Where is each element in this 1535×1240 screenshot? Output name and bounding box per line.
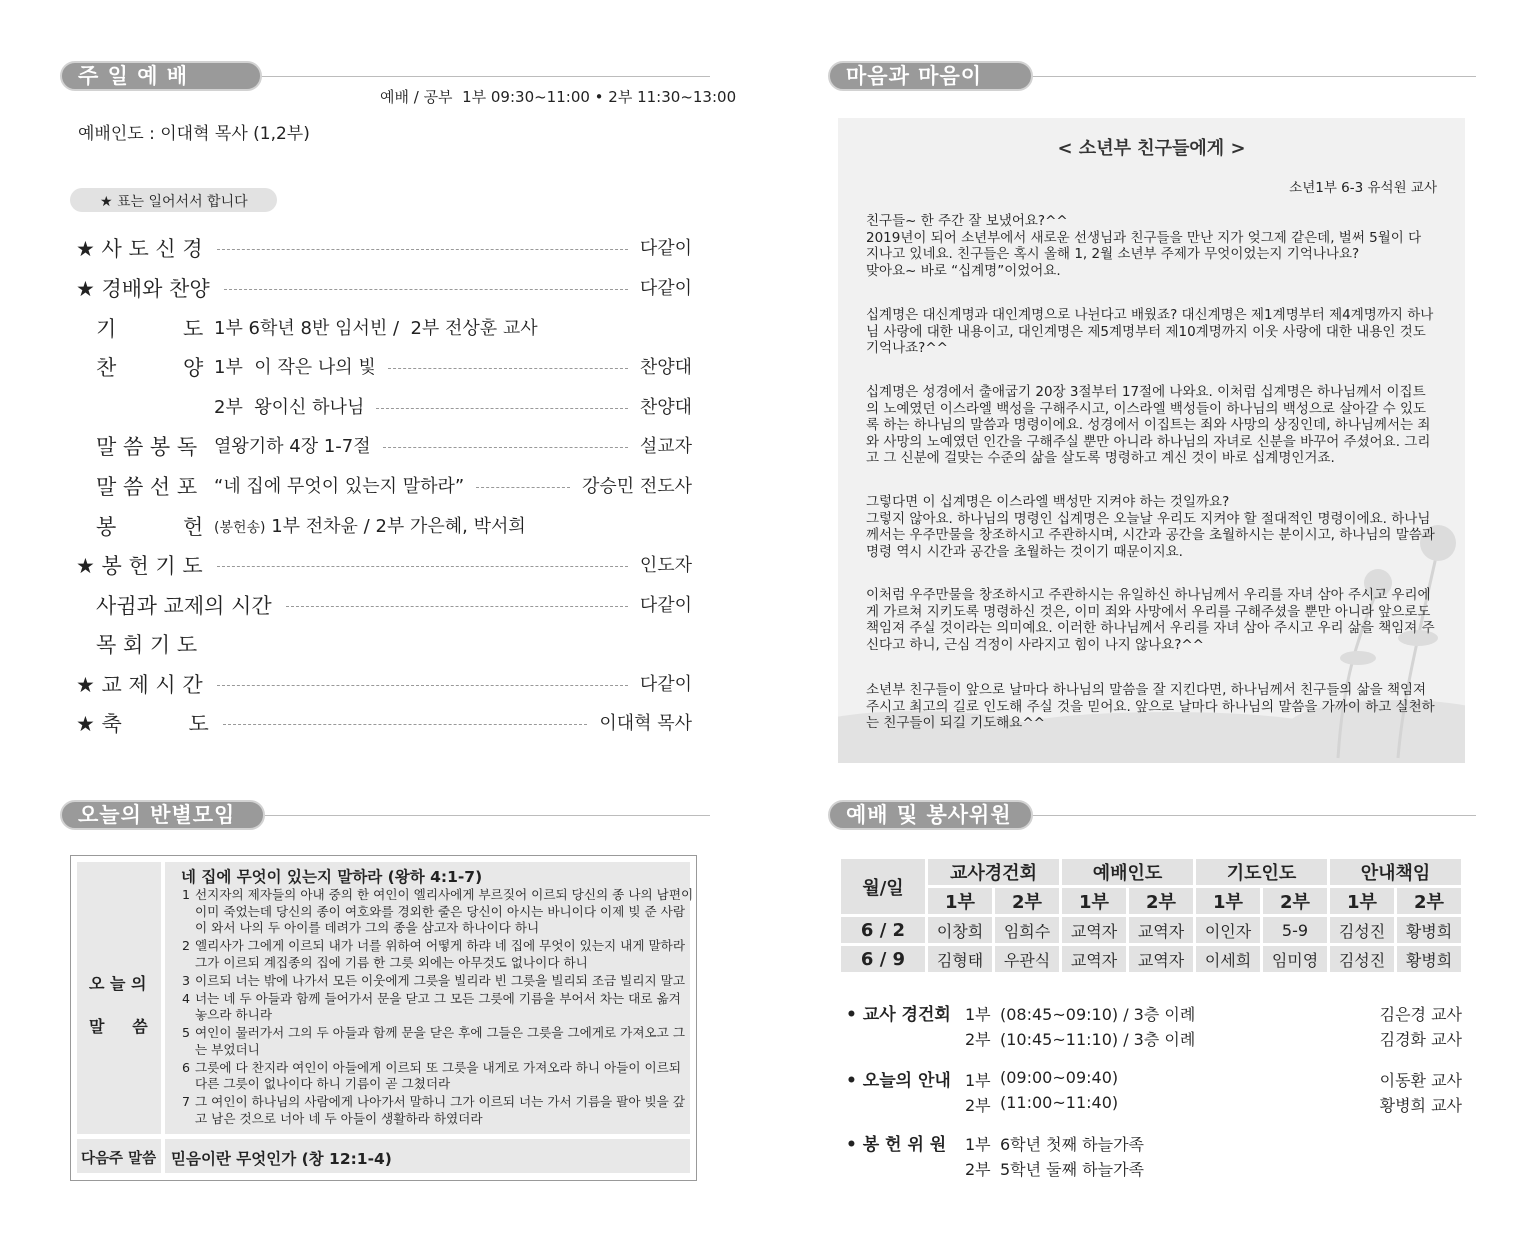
order-leader-dots [223, 724, 588, 725]
verse-table [70, 855, 697, 1181]
next-label-cell [77, 1139, 161, 1173]
info-text: (09:00~09:40) [1000, 1068, 1119, 1087]
group-header-3: 기도인도 [1196, 859, 1327, 885]
table-row [841, 946, 1461, 972]
order-description-text: 1부 6학년 8반 임서빈 / 2부 전상훈 교사 [214, 318, 538, 339]
order-row [76, 432, 696, 462]
order-performer: 강승민 전도사 [581, 476, 692, 497]
order-performer: 다같이 [639, 238, 692, 259]
letter-paragraph-5: 이처럼 우주만물을 창조하시고 주관하시는 유일하신 하나님께서 우리를 자녀 삼아 주시고 우리에게 가르쳐 지키도록 명령하신 것은, 이미 죄와 사망에서 우리를 구해주셨을 뿐만 아니라 앞으로도 책임져 주실 것이라는 의미예요. 이러한 하나님께서 우리를 자녀 삼아 주시고 우리 삶을 책임져 주신다고 하니, 근심 걱정이 사라지고 힘이 나지 않나요?^^ [866, 587, 1435, 653]
staff-header [828, 800, 1478, 830]
letter-author: 소년1부 6-3 유석원 교사 [1289, 180, 1437, 196]
order-description [214, 512, 526, 543]
order-label: 말 씀 봉 독 [96, 435, 198, 459]
table-row [841, 917, 1461, 943]
sub-header: 1부 [1196, 888, 1260, 914]
table-cell: 김성진 [1330, 946, 1394, 972]
worship-leader: 예배인도 : 이대혁 목사 (1,2부) [78, 124, 310, 144]
table-cell: 황병희 [1397, 917, 1461, 943]
order-row [76, 472, 696, 502]
table-cell: 우관식 [995, 946, 1059, 972]
table-cell: 임미영 [1263, 946, 1327, 972]
order-row [76, 274, 696, 304]
group-header-line [260, 815, 710, 816]
sub-header: 2부 [995, 888, 1059, 914]
verse-number: 5 [182, 1025, 191, 1040]
order-performer: 찬양대 [639, 357, 692, 378]
table-cell: 교역자 [1062, 946, 1126, 972]
verse-line [195, 955, 695, 972]
info-label: • 봉 헌 위 원 [846, 1135, 947, 1155]
order-performer: 다같이 [639, 674, 692, 695]
verse-number: 7 [182, 1094, 191, 1109]
worship-schedule: 예배 / 공부 1부 09:30~11:00 • 2부 11:30~13:00 [380, 88, 737, 106]
worship-header-line [250, 76, 710, 77]
order-description [214, 472, 464, 502]
table-cell: 이인자 [1196, 917, 1260, 943]
row-date: 6 / 9 [841, 946, 925, 972]
verse-line [182, 1025, 695, 1042]
staff-table [838, 856, 1464, 975]
order-performer: 찬양대 [639, 397, 692, 418]
order-description [214, 393, 364, 423]
order-description [214, 314, 538, 344]
verse-text: 다른 그릇이 없나이다 하니 기름이 곧 그쳤더라 [195, 1076, 451, 1091]
order-performer: 설교자 [639, 436, 692, 457]
verse-text: 너는 네 두 아들과 함께 들어가서 문을 닫고 그 모든 그릇에 기름을 부어서 차는 대로 옮겨 [195, 990, 681, 1006]
order-label: ★ 봉 헌 기 도 [76, 554, 203, 578]
order-leader-dots [217, 249, 628, 250]
sub-header: 1부 [1062, 888, 1126, 914]
date-header: 월/일 [841, 859, 925, 914]
info-part: 1부 [965, 1135, 991, 1154]
order-leader-dots [217, 566, 628, 567]
order-leader-dots [286, 606, 628, 607]
order-performer: 다같이 [639, 278, 692, 299]
table-cell: 교역자 [1062, 917, 1126, 943]
order-label: 찬 양 [96, 356, 204, 380]
letter-title: < 소년부 친구들에게 > [1057, 138, 1246, 159]
group-header-4: 안내책임 [1330, 859, 1461, 885]
verse-text: 그가 이르되 계집종의 집에 기름 한 그릇 외에는 아무것도 없나이다 하니 [195, 954, 588, 970]
verse-line [195, 904, 695, 921]
letter-paragraph-2: 십계명은 대신계명과 대인계명으로 나뉜다고 배웠죠? 대신계명은 제1계명부터 제4계명까지 하나님 사랑에 대한 내용이고, 대인계명은 제5계명부터 제10계명까지 이웃 사랑에 대한 내용인 것도 기억나죠?^^ [866, 307, 1434, 357]
info-person: 김은경 교사 [1379, 1005, 1462, 1024]
order-leader-dots [217, 685, 628, 686]
order-leader-dots [388, 368, 628, 369]
order-row [76, 591, 696, 621]
verse-text: 그릇에 다 찬지라 여인이 아들에게 이르되 또 그릇을 내게로 가져오라 하니 아들이 이르되 [195, 1059, 681, 1075]
verse-line [195, 1042, 695, 1059]
letter-paragraph-3: 십계명은 성경에서 출애굽기 20장 3절부터 17절에 나와요. 이처럼 십계명은 하나님께서 이집트의 노예였던 이스라엘 백성을 구해주시고, 이스라엘 백성들이 하나님의 백성으로 살아갈 수 있도록 하는 하나님의 말씀과 명령이에요. 성경에서 이집트는 죄와 사망의 상징인데, 하나님께서는 죄와 사망의 노예였던 인간을 구해주실 뿐만 아니라 하나님의 자녀로 신분을 바꾸어 주셨어요. 그리고 그 신분에 걸맞는 수준의 삶을 살도록 명령하고 계신 것이 바로 십계명인거죠. [866, 384, 1431, 467]
next-value: 믿음이란 무엇인가 (창 12:1-4) [171, 1150, 392, 1168]
table-cell: 황병희 [1397, 946, 1461, 972]
verse-line [195, 1111, 695, 1128]
order-row [76, 709, 696, 739]
heart-header [828, 61, 1478, 91]
sub-header: 2부 [1397, 888, 1461, 914]
verse-text: 이미 죽었는데 당신의 종이 여호와를 경외한 줄은 당신이 아시는 바니이다 이제 빚 준 사람 [195, 903, 686, 919]
verse-text: 엘리사가 그에게 이르되 내가 너를 위하여 어떻게 하랴 네 집에 무엇이 있는지 내게 말하라 [195, 938, 686, 953]
info-part: 2부 [965, 1030, 991, 1049]
table-cell: 5-9 [1263, 917, 1327, 943]
verse-number: 1 [182, 887, 191, 902]
group-header [60, 800, 710, 830]
heart-header-line [1028, 76, 1476, 77]
info-label: • 오늘의 안내 [846, 1071, 951, 1091]
verse-line [182, 938, 695, 955]
info-text: (10:45~11:10) / 3층 이례 [1000, 1030, 1196, 1049]
group-header-1: 교사경건회 [928, 859, 1059, 885]
table-cell: 교역자 [1129, 917, 1193, 943]
passage-title: 네 집에 무엇이 있는지 말하라 (왕하 4:1-7) [181, 868, 483, 886]
table-cell: 이창희 [928, 917, 992, 943]
group-title: 오늘의 반별모임 [60, 800, 265, 830]
star-note-text: ★ 표는 일어서서 합니다 [100, 194, 248, 210]
order-row [76, 551, 696, 581]
sub-header: 2부 [1263, 888, 1327, 914]
order-label: 말 씀 선 포 [96, 475, 198, 499]
order-row [76, 234, 696, 264]
order-row [76, 512, 696, 542]
verse-text: 놓으라 하니라 [195, 1007, 272, 1022]
table-cell: 김성진 [1330, 917, 1394, 943]
info-text: 6학년 첫째 하늘가족 [1000, 1135, 1144, 1154]
info-person: 김경화 교사 [1379, 1030, 1462, 1049]
verse-line [182, 1094, 695, 1111]
order-row [76, 314, 696, 344]
order-label: 목 회 기 도 [96, 633, 198, 657]
verse-text: 여인이 물러가서 그의 두 아들과 함께 문을 닫은 후에 그들은 그릇을 그에게로 가져오고 그 [195, 1025, 686, 1040]
row-date: 6 / 2 [841, 917, 925, 943]
verse-line [182, 972, 695, 990]
order-label: ★ 경배와 찬양 [76, 277, 210, 301]
info-text: (11:00~11:40) [1000, 1093, 1119, 1112]
order-description-text: 2부 왕이신 하나님 [214, 397, 365, 418]
order-performer: 다같이 [639, 595, 692, 616]
word-label-2: 말 씀 [89, 1017, 148, 1036]
staff-title: 예배 및 봉사위원 [828, 800, 1033, 830]
order-leader-dots [383, 447, 628, 448]
verse-number: 6 [182, 1059, 191, 1075]
order-row [76, 353, 696, 383]
word-label-1: 오 늘 의 [89, 974, 147, 993]
table-cell: 교역자 [1129, 946, 1193, 972]
letter-paragraph-6: 소년부 친구들이 앞으로 날마다 하나님의 말씀을 잘 지킨다면, 하나님께서 친구들의 삶을 책임져 주시고 최고의 길로 인도해 주실 것을 믿어요. 앞으로 날마다 하나님의 말씀을 가까이 하고 실천하는 친구들이 되길 기도해요^^ [866, 682, 1435, 732]
star-note [70, 188, 277, 212]
order-leader-dots [476, 487, 570, 488]
verse-text: 그 여인이 하나님의 사람에게 나아가서 말하니 그가 이르되 너는 가서 기름을 팔아 빚을 갚 [195, 1094, 686, 1109]
verse-number: 3 [182, 972, 191, 988]
order-label: 봉 헌 [96, 515, 204, 539]
order-label: 기 도 [96, 317, 204, 341]
order-description-text: “네 집에 무엇이 있는지 말하라” [214, 476, 465, 497]
order-row [76, 393, 696, 423]
letter-box [838, 118, 1465, 763]
info-text: (08:45~09:10) / 3층 이례 [1000, 1005, 1196, 1024]
verse-line [195, 1007, 695, 1024]
info-text: 5학년 둘째 하늘가족 [1000, 1160, 1144, 1179]
info-part: 2부 [965, 1096, 991, 1115]
order-description-text: 1부 이 작은 나의 빛 [214, 357, 376, 378]
verse-line [195, 920, 695, 937]
info-part: 1부 [965, 1005, 991, 1024]
info-part: 1부 [965, 1071, 991, 1090]
group-header-2: 예배인도 [1062, 859, 1193, 885]
verse-text: 선지자의 제자들의 아내 중의 한 여인이 엘리사에게 부르짖어 이르되 당신의 종 나의 남편이 [195, 887, 694, 902]
letter-paragraph-4: 그렇다면 이 십계명은 이스라엘 백성만 지켜야 하는 것일까요? 그렇지 않아요. 하나님의 명령인 십계명은 오늘날 우리도 지켜야 할 절대적인 명령이에요. 하나님께서는 우주만물을 창조하시고 주관하시며, 시간과 공간을 초월하시는 분이시고, 하나님의 말씀과 명령 역시 시간과 공간을 초월하는 것이기 때문이지요. [866, 494, 1435, 560]
verse-line [182, 990, 695, 1008]
order-label: 사귐과 교제의 시간 [96, 594, 272, 618]
next-label: 다음주 말씀 [81, 1151, 157, 1167]
verse-line [195, 1076, 695, 1093]
table-cell: 김형태 [928, 946, 992, 972]
order-performer: 이대혁 목사 [599, 713, 692, 734]
verse-text: 이르되 너는 밖에 나가서 모든 이웃에게 그릇을 빌리라 빈 그릇을 빌리되 조금 빌리지 말고 [195, 972, 686, 988]
order-description [214, 353, 376, 383]
table-cell: 임희수 [995, 917, 1059, 943]
order-label: ★ 교 제 시 간 [76, 673, 203, 697]
order-row [76, 630, 696, 660]
info-person: 이동환 교사 [1379, 1071, 1462, 1090]
worship-title: 주 일 예 배 [60, 61, 262, 91]
next-value-cell [165, 1139, 690, 1173]
table-cell: 이세희 [1196, 946, 1260, 972]
order-row [76, 670, 696, 700]
verse-text: 이 와서 나의 두 아이를 데려가 그의 종을 삼고자 하나이다 하니 [195, 920, 540, 935]
info-person: 황병희 교사 [1379, 1096, 1462, 1115]
verse-number: 2 [182, 938, 191, 953]
order-leader-dots [376, 408, 627, 409]
word-label-cell [77, 862, 161, 1134]
letter-paragraph-1: 친구들~ 한 주간 잘 보냈어요?^^ 2019년이 되어 소년부에서 새로운 선생님과 친구들을 만난 지가 엊그제 같은데, 벌써 5월이 다 지나고 있네요. 친구들은 혹시 올해 1, 2월 소년부 주제가 무엇이었는지 기억나나요? 맞아요~ 바로 “십계명”이었어요. [866, 213, 1422, 279]
staff-header-line [1028, 815, 1476, 816]
order-leader-dots [224, 289, 628, 290]
verse-line [182, 1059, 695, 1077]
sub-header: 1부 [928, 888, 992, 914]
sub-header: 1부 [1330, 888, 1394, 914]
verse-text: 는 부었더니 [195, 1041, 260, 1057]
verse-line [182, 887, 695, 904]
order-label: ★ 사 도 신 경 [76, 237, 203, 261]
verse-number: 4 [182, 990, 191, 1006]
order-label: ★ 축 도 [76, 712, 209, 736]
info-label: • 교사 경건회 [846, 1005, 951, 1025]
order-description-text: 열왕기하 4장 1-7절 [214, 436, 371, 457]
order-performer: 인도자 [639, 555, 692, 576]
order-description-text: 1부 전차윤 / 2부 가은혜, 박서희 [265, 516, 526, 537]
verse-text: 고 남은 것으로 너아 네 두 아들이 생활하라 하였더라 [195, 1110, 483, 1126]
order-description [214, 432, 371, 462]
order-description-note: (봉헌송) [214, 520, 266, 536]
heart-title: 마음과 마음이 [828, 61, 1033, 91]
info-part: 2부 [965, 1160, 991, 1179]
sub-header: 2부 [1129, 888, 1193, 914]
